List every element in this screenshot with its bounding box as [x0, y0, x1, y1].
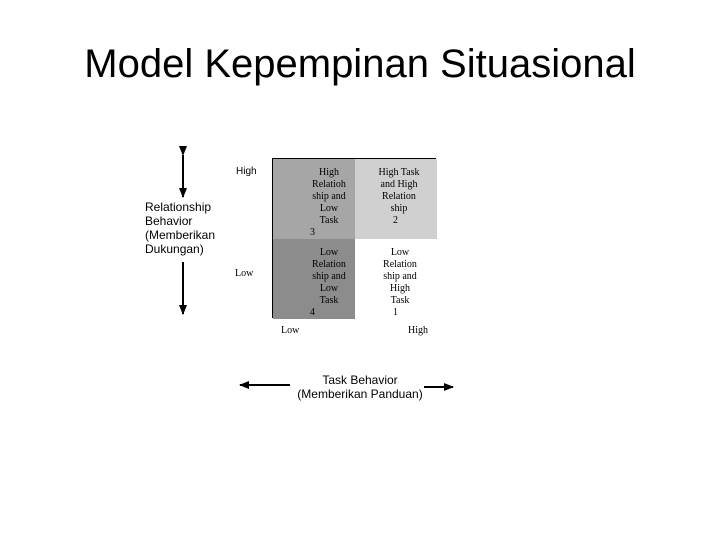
y-axis-label [145, 200, 215, 256]
quadrant-2-number: 2 [393, 215, 398, 226]
quadrant-3-number: 3 [310, 227, 315, 238]
y-axis-low-label: Low [235, 268, 254, 279]
y-axis-label-line: Relationship [145, 200, 212, 214]
x-axis-high-label: High [408, 325, 428, 336]
x-axis-label [280, 373, 440, 401]
quadrant-1 [355, 239, 437, 319]
quadrant-4 [273, 239, 355, 319]
y-axis-label-line: Dukungan) [145, 242, 204, 256]
x-axis-label-line: Task Behavior [322, 373, 398, 387]
quadrant-2 [355, 159, 437, 239]
y-axis-label-line: (Memberikan [145, 228, 216, 242]
slide-title: Model Kepempinan Situasional [84, 42, 636, 86]
quadrant-3-text: High Relatioh ship and Low Task [312, 167, 346, 226]
leadership-quadrant-grid [272, 158, 436, 318]
quadrant-2-text: High Task and High Relation ship [378, 167, 420, 214]
x-axis-low-label: Low [281, 325, 300, 336]
x-axis-label-line: (Memberikan Panduan) [297, 387, 423, 401]
y-axis-label-line: Behavior [145, 214, 193, 228]
quadrant-4-number: 4 [310, 307, 315, 318]
quadrant-3 [273, 159, 355, 239]
quadrant-1-number: 1 [393, 307, 398, 318]
quadrant-4-text: Low Relation ship and Low Task [312, 247, 346, 306]
quadrant-1-text: Low Relation ship and High Task [383, 247, 417, 306]
y-axis-high-label: High [236, 166, 257, 177]
